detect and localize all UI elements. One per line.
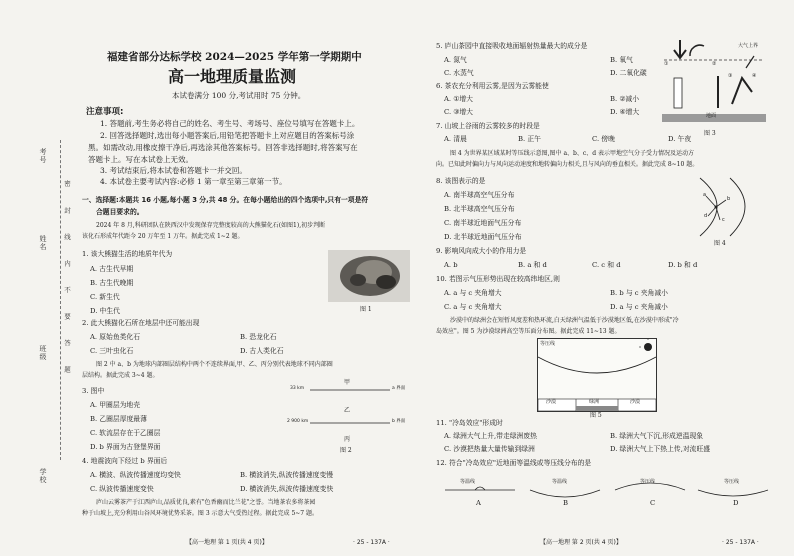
seal-line-text: 密 封 线 内 不 要 答 题 bbox=[63, 180, 71, 382]
q6-option-a[interactable]: A. ①增大 bbox=[444, 95, 473, 103]
q2-option-b[interactable]: B. 恐龙化石 bbox=[240, 333, 277, 341]
q10-stem: 10. 若图示气压形势出现在较高纬地区,则 bbox=[436, 275, 560, 283]
q9-option-b[interactable]: B. a 和 d bbox=[518, 261, 547, 269]
footer-right: 【高一地理 第 2 页(共 4 页)】 bbox=[540, 539, 622, 546]
q12-option-a[interactable]: A bbox=[476, 499, 481, 507]
figure3-l4: ④ bbox=[752, 73, 757, 79]
figure3-l2: ② bbox=[712, 61, 717, 67]
q9-option-a[interactable]: A. b bbox=[444, 261, 458, 269]
q6-option-b[interactable]: B. ②减小 bbox=[610, 95, 640, 103]
q5-option-b[interactable]: B. 氧气 bbox=[610, 56, 633, 64]
figure2-label: 图 2 bbox=[340, 447, 352, 454]
note-line: 2. 回答选择题时,选出每小题答案后,用铅笔把答题卡上对应题目的答案标号涂 bbox=[100, 131, 355, 140]
q10-option-c[interactable]: C. a 与 c 夹角增大 bbox=[444, 303, 502, 311]
figure5-label: 图 5 bbox=[590, 412, 602, 419]
q3-option[interactable]: A. 甲圈层为地壳 bbox=[90, 401, 141, 409]
q9-stem: 9. 影响风向成大小的作用力是 bbox=[436, 247, 527, 255]
figure5-oasis: 绿洲 bbox=[589, 399, 600, 405]
q1-stem: 1. 该大熊猫生活的地质年代为 bbox=[82, 250, 173, 258]
note-line: 3. 考试结束后,将本试卷和答题卡一并交回。 bbox=[100, 166, 247, 175]
q4-option-b[interactable]: B. 横波消失,纵波传播速度变慢 bbox=[240, 471, 334, 479]
note-line: 4. 本试卷主要考试内容:必修 1 第一章至第三章第一节。 bbox=[100, 177, 287, 186]
q3-option[interactable]: B. 乙圈层厚度最薄 bbox=[90, 415, 147, 423]
q11-stem: 11. "冷岛效应"形成时 bbox=[436, 419, 503, 427]
figure4-diagram bbox=[690, 176, 762, 238]
figure4-c: c bbox=[722, 217, 725, 223]
q4-option-d[interactable]: D. 横波消失,纵波传播速度变快 bbox=[240, 485, 334, 493]
q12-diagrams bbox=[440, 472, 770, 516]
note-line: 答题卡上。写在本试卷上无效。 bbox=[88, 155, 193, 164]
q8-option[interactable]: C. 南半球近地面气压分布 bbox=[444, 219, 522, 227]
xuexiao-label: 学校 bbox=[39, 468, 47, 484]
page-title: 高一地理质量监测 bbox=[168, 67, 297, 86]
figure3-l3: ③ bbox=[728, 73, 733, 79]
q10-option-d[interactable]: D. a 与 c 夹角减小 bbox=[610, 303, 668, 311]
q8-option[interactable]: D. 北半球近地面气压分布 bbox=[444, 233, 522, 241]
figure3-label: 图 3 bbox=[704, 130, 716, 137]
figure5-desert-right: 沙漠 bbox=[630, 399, 641, 405]
figure3-up-label: 大气上界 bbox=[738, 43, 759, 49]
exam-info: 本试卷满分 100 分,考试用时 75 分钟。 bbox=[172, 91, 306, 100]
q3-stem: 3. 图中 bbox=[82, 387, 105, 395]
q5-option-c[interactable]: C. 水蒸气 bbox=[444, 69, 474, 77]
q11-option-c[interactable]: C. 沙漠把热量大量传输到绿洲 bbox=[444, 445, 535, 453]
figure4-b: b bbox=[727, 196, 731, 202]
q4-option-c[interactable]: C. 纵波传播速度变快 bbox=[90, 485, 154, 493]
q3-option[interactable]: D. b 界面为古登堡界面 bbox=[90, 443, 161, 451]
q6-option-c[interactable]: C. ③增大 bbox=[444, 108, 473, 116]
q11-option-b[interactable]: B. 绿洲大气下沉,形成逆温现象 bbox=[610, 432, 704, 440]
q12-d-curve-label: 等压线 bbox=[724, 479, 740, 485]
figure2-bing: 丙 bbox=[344, 436, 351, 443]
figure5-desert-left: 沙漠 bbox=[546, 399, 557, 405]
q5-option-a[interactable]: A. 氮气 bbox=[444, 56, 467, 64]
q12-stem: 12. 符合"冷岛效应"近地面等温线或等压线分布的是 bbox=[436, 459, 592, 467]
school-line: 福建省部分达标学校 2024—2025 学年第一学期期中 bbox=[107, 51, 362, 63]
q1-option[interactable]: C. 新生代 bbox=[90, 293, 120, 301]
q7-option-b[interactable]: B. 正午 bbox=[518, 135, 541, 143]
q2-option-d[interactable]: D. 古人类化石 bbox=[240, 347, 284, 355]
q4-option-a[interactable]: A. 横波、纵波传播速度均变快 bbox=[90, 471, 181, 479]
notes-heading: 注意事项: bbox=[86, 107, 124, 117]
figure2-depth1: 33 km bbox=[290, 386, 305, 391]
footer-left: 【高一地理 第 1 页(共 4 页)】 bbox=[186, 539, 268, 546]
figure3-l1: ① bbox=[664, 61, 669, 67]
q10-option-b[interactable]: B. b 与 c 夹角减小 bbox=[610, 289, 668, 297]
passage2-line: 层结构。据此完成 3~4 题。 bbox=[82, 372, 159, 379]
q12-a-curve-label: 等温线 bbox=[460, 479, 476, 485]
passage5-line: 岛效应"。图 5 为沙漠绿洲高空等压面分布图。据此完成 11~13 题。 bbox=[436, 328, 621, 335]
q5-stem: 5. 庐山茶园中直接吸收地面辐射热量最大的成分是 bbox=[436, 42, 588, 50]
q12-option-c[interactable]: C bbox=[650, 499, 656, 507]
q2-stem: 2. 此大熊猫化石所在地层中还可能出现 bbox=[82, 319, 200, 327]
q7-option-d[interactable]: D. 午夜 bbox=[668, 135, 692, 143]
footer-left-code: · 25 - 137A · bbox=[353, 539, 390, 546]
passage4-line: 图 4 为世界某区域某时等压线示意图,图中 a、b、c、d 表示甲地空气分子受力情况及运动方 bbox=[450, 150, 694, 157]
figure5-isobar-label: 等压线 bbox=[540, 341, 556, 347]
q6-stem: 6. 茶农充分利用云雾,是因为云雾能使 bbox=[436, 82, 549, 90]
q7-option-a[interactable]: A. 清晨 bbox=[444, 135, 467, 143]
q12-option-b[interactable]: B bbox=[563, 499, 568, 507]
figure1-label: 图 1 bbox=[360, 306, 372, 313]
q8-option[interactable]: B. 北半球高空气压分布 bbox=[444, 205, 515, 213]
q8-option[interactable]: A. 南半球高空气压分布 bbox=[444, 191, 515, 199]
figure2-a-label: a 界面 bbox=[392, 386, 406, 391]
q1-option[interactable]: B. 古生代晚期 bbox=[90, 279, 134, 287]
passage3-line: 庐山云雾茶产于江西庐山,品质优良,素有"色香幽而比兰花"之誉。当地茶农多将茶园 bbox=[96, 499, 316, 506]
note-line: 1. 答题前,考生务必将自己的姓名、考生号、考场号、座位号填写在答题卡上。 bbox=[100, 119, 360, 128]
figure3-ground-label: 地面 bbox=[706, 113, 717, 119]
banji-label: 班级 bbox=[39, 345, 47, 361]
figure4-d: d bbox=[704, 213, 708, 219]
q9-option-d[interactable]: D. b 和 d bbox=[668, 261, 698, 269]
q1-option[interactable]: A. 古生代早期 bbox=[90, 265, 134, 273]
figure4-label: 图 4 bbox=[714, 240, 726, 247]
q12-b-curve-label: 等温线 bbox=[552, 479, 568, 485]
figure2-jia: 甲 bbox=[344, 379, 351, 386]
q1-option[interactable]: D. 中生代 bbox=[90, 307, 120, 315]
q4-stem: 4. 地震波向下经过 b 界面后 bbox=[82, 457, 168, 465]
q8-stem: 8. 该图表示的是 bbox=[436, 177, 486, 185]
q11-option-a[interactable]: A. 绿洲大气上升,带走绿洲废热 bbox=[444, 432, 537, 440]
q5-option-d[interactable]: D. 二氧化碳 bbox=[610, 69, 647, 77]
footer-right-code: · 25 - 137A · bbox=[722, 539, 759, 546]
q10-option-a[interactable]: A. a 与 c 夹角增大 bbox=[444, 289, 502, 297]
figure2-depth2: 2 900 km bbox=[287, 419, 309, 424]
q2-option-a[interactable]: A. 原始鱼类化石 bbox=[90, 333, 141, 341]
passage2-line: 图 2 中 a、b 为地球内部圈层结构中两个不连续界面,甲、乙、丙分别代表地球不同内部圈 bbox=[96, 361, 333, 368]
q9-option-c[interactable]: C. c 和 d bbox=[592, 261, 621, 269]
section1-heading-cont: 合题目要求的。 bbox=[96, 208, 144, 216]
passage4-line: 向。已知此时偏向力与风向运动速度和地转偏向力相关,且与风向的垂直相关。据此完成 8~10 题。 bbox=[436, 161, 699, 168]
figure2-b-label: b 界面 bbox=[392, 419, 406, 424]
xingming-label: 姓名 bbox=[39, 235, 47, 251]
passage5-line: 沙漠中的绿洲会在短暂风度差和热环流,白天绿洲气温低于沙漠地区低,在沙漠中形成"冷 bbox=[450, 317, 679, 324]
q12-option-d[interactable]: D bbox=[733, 499, 739, 507]
passage3-line: 种于山坡上,充分利用山谷风环境优势采茶。图 3 示意大气受热过程。据此完成 5~7 题。 bbox=[82, 510, 319, 517]
q12-c-curve-label: 等压线 bbox=[640, 479, 656, 485]
seal-dashed-line bbox=[60, 140, 61, 460]
section1-heading: 一、选择题:本题共 16 小题,每小题 3 分,共 48 分。在每小题给出的四个选项中,只有一项是符 bbox=[82, 196, 369, 204]
q7-stem: 7. 山坡上谷雨的云雾较多的时段是 bbox=[436, 122, 540, 130]
q11-option-d[interactable]: D. 绿洲大气上下热上传,对流旺盛 bbox=[610, 445, 711, 453]
q3-option[interactable]: C. 软流层存在于乙圈层 bbox=[90, 429, 161, 437]
kaohao-label: 考号 bbox=[39, 148, 47, 164]
figure1-fossil-photo bbox=[328, 250, 410, 302]
q2-option-c[interactable]: C. 三叶虫化石 bbox=[90, 347, 134, 355]
figure2-yi: 乙 bbox=[344, 407, 351, 414]
passage1-line: 该化石形成年代距今 20 万年至 1 万年。据此完成 1~2 题。 bbox=[82, 233, 244, 240]
passage1-line: 2024 年 8 月,科研团队在陕西汉中发现保存完整度较高的大熊猫化石(如图1),初步判断 bbox=[96, 222, 326, 229]
q6-option-d[interactable]: D. ④增大 bbox=[610, 108, 640, 116]
q7-option-c[interactable]: C. 傍晚 bbox=[592, 135, 615, 143]
note-line: 黑。如需改动,用橡皮擦干净后,再选涂其他答案标号。回答非选择题时,将答案写在 bbox=[88, 143, 358, 152]
figure4-a: a bbox=[703, 192, 707, 198]
